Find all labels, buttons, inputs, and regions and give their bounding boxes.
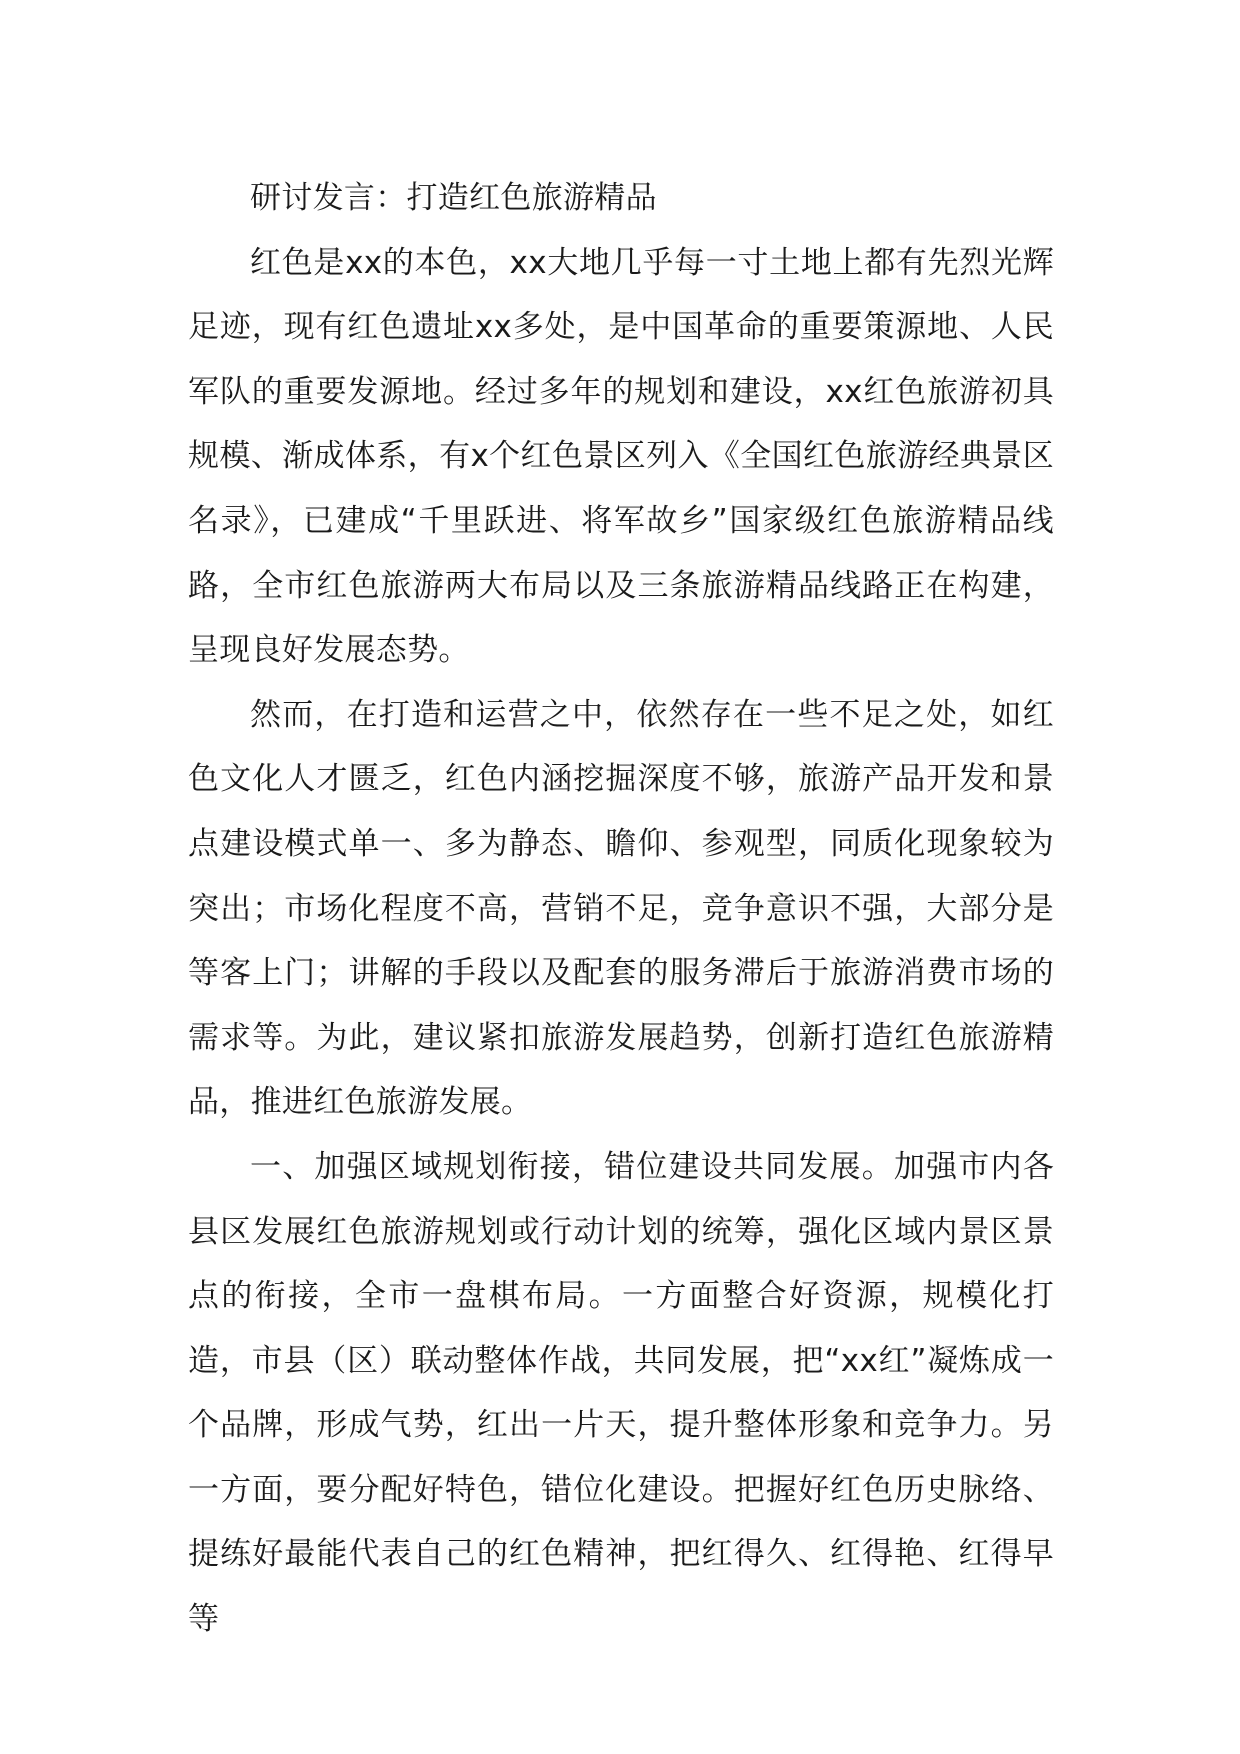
- document-title: 研讨发言：打造红色旅游精品: [250, 180, 657, 216]
- paragraph: 红色是xx的本色，xx大地几乎每一寸土地上都有先烈光辉足迹，现有红色遗址xx多处，是中国革命的重要策源地、人民军队的重要发源地。经过多年的规划和建设，xx红色旅游初具规模、渐成体系，有x个红色景区列入《全国红色旅游经典景区名录》，已建成“千里跃进、将军故乡”国家级红色旅游精品线路，全市红色旅游两大布局以及三条旅游精品线路正在构建，呈现良好发展态势。: [188, 244, 1054, 669]
- paragraph: 然而，在打造和运营之中，依然存在一些不足之处，如红色文化人才匮乏，红色内涵挖掘深度不够，旅游产品开发和景点建设模式单一、多为静态、瞻仰、参观型，同质化现象较为突出；市场化程度不高，营销不足，竞争意识不强，大部分是等客上门；讲解的手段以及配套的服务滞后于旅游消费市场的需求等。为此，建议紧扣旅游发展趋势，创新打造红色旅游精品，推进红色旅游发展。: [188, 696, 1054, 1121]
- document-body: [188, 166, 1054, 1652]
- paragraph: 一、加强区域规划衔接，错位建设共同发展。加强市内各县区发展红色旅游规划或行动计划的统筹，强化区域内景区景点的衔接，全市一盘棋布局。一方面整合好资源，规模化打造，市县（区）联动整体作战，共同发展，把“xx红”凝炼成一个品牌，形成气势，红出一片天，提升整体形象和竞争力。另一方面，要分配好特色，错位化建设。把握好红色历史脉络、提练好最能代表自己的红色精神，把红得久、红得艳、红得早等: [188, 1148, 1054, 1638]
